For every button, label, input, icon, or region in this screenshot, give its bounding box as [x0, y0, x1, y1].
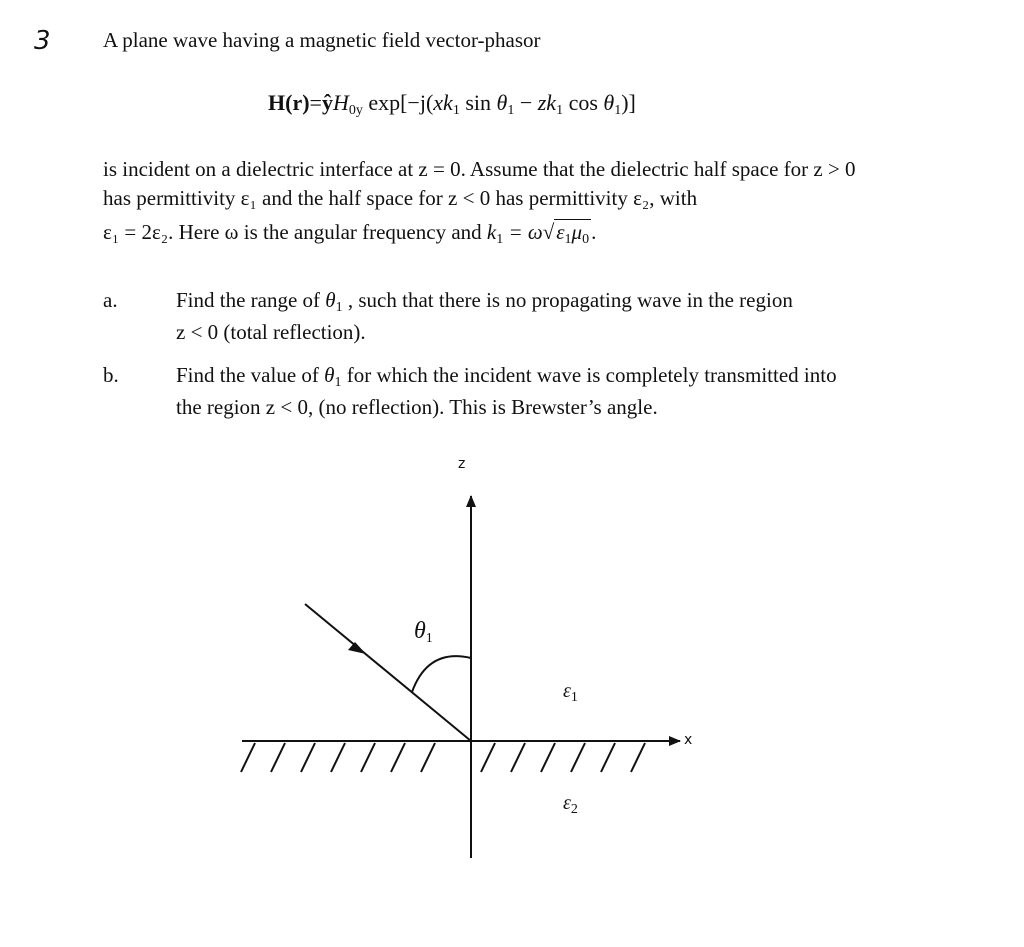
part-b-text-b: for which the incident wave is completely transmitted into: [341, 363, 837, 387]
eq-close: )]: [621, 90, 636, 115]
part-b-theta: θ: [324, 363, 335, 387]
mu-sub: 0: [582, 232, 590, 247]
theta-label-sub: 1: [425, 631, 433, 646]
epsilon-2-sub: 2: [570, 802, 578, 817]
eq-cos: cos: [563, 90, 604, 115]
eps-symbol: ε: [556, 220, 565, 244]
mu-symbol: μ: [571, 220, 583, 244]
eq-unit-vector: ŷ: [321, 90, 333, 115]
theta-label: [414, 618, 433, 645]
eq-term1: xk: [433, 90, 453, 115]
eq-term1-sub: 1: [452, 103, 460, 118]
eq-term2: zk: [537, 90, 557, 115]
problem-number: 3: [34, 26, 51, 56]
epsilon-2-symbol: ε: [563, 792, 571, 814]
eq-amplitude-sub: 0y: [348, 103, 363, 118]
para-line-2: has permittivity ε₁ and the half space for z < 0 has permittivity ε₂, with: [103, 186, 698, 210]
part-a-text-b: , such that there is no propagating wave in the region: [342, 288, 793, 312]
eq-theta: θ: [496, 90, 508, 115]
part-b-theta-sub: 1: [334, 375, 342, 390]
eps-sub: 1: [564, 232, 572, 247]
incident-arrowhead: [348, 642, 366, 654]
k-equals-omega: = ω: [503, 220, 543, 244]
epsilon-1-label: [563, 680, 578, 703]
incident-ray: [305, 604, 471, 741]
epsilon-2-label: [563, 792, 578, 815]
eq-minus: −: [514, 90, 538, 115]
eq-amplitude: H: [332, 90, 349, 115]
part-a-text-a: Find the range of: [176, 288, 326, 312]
theta-symbol: θ: [414, 618, 426, 644]
interface-hatching: [241, 743, 645, 772]
angle-arc: [412, 656, 471, 692]
eq-sin: sin: [459, 90, 497, 115]
z-axis-label: z: [458, 456, 466, 472]
epsilon-1-sub: 1: [570, 690, 578, 705]
intro-text: A plane wave having a magnetic field vector-phasor: [103, 28, 541, 52]
eq-equals: =: [309, 90, 322, 115]
part-a-label: a.: [103, 288, 118, 312]
epsilon-1-symbol: ε: [563, 680, 571, 702]
eq-lhs: H(r): [268, 90, 310, 115]
eq-term2-sub: 1: [556, 103, 564, 118]
para-line-1: is incident on a dielectric interface at z = 0. Assume that the dielectric half space for z > 0: [103, 157, 856, 181]
part-a-line-2: z < 0 (total reflection).: [176, 320, 366, 344]
eq-theta2-sub: 1: [614, 103, 622, 118]
k-symbol: k: [486, 220, 497, 244]
eq-theta-sub: 1: [507, 103, 515, 118]
part-b-line-2: the region z < 0, (no reflection). This is Brewster’s angle.: [176, 395, 658, 419]
x-axis-label: x: [684, 732, 693, 748]
sqrt-sign: √: [542, 220, 555, 244]
k-eq-end: .: [591, 220, 597, 244]
part-a-theta-sub: 1: [335, 300, 343, 315]
eq-theta2: θ: [603, 90, 615, 115]
para-line-3-text: ε₁ = 2ε₂. Here ω is the angular frequency and: [103, 220, 487, 244]
part-a-theta: θ: [325, 288, 336, 312]
eq-func: exp[−j(: [368, 90, 434, 115]
k-sub: 1: [496, 232, 504, 247]
part-b-label: b.: [103, 363, 119, 387]
part-b-text-a: Find the value of: [176, 363, 325, 387]
